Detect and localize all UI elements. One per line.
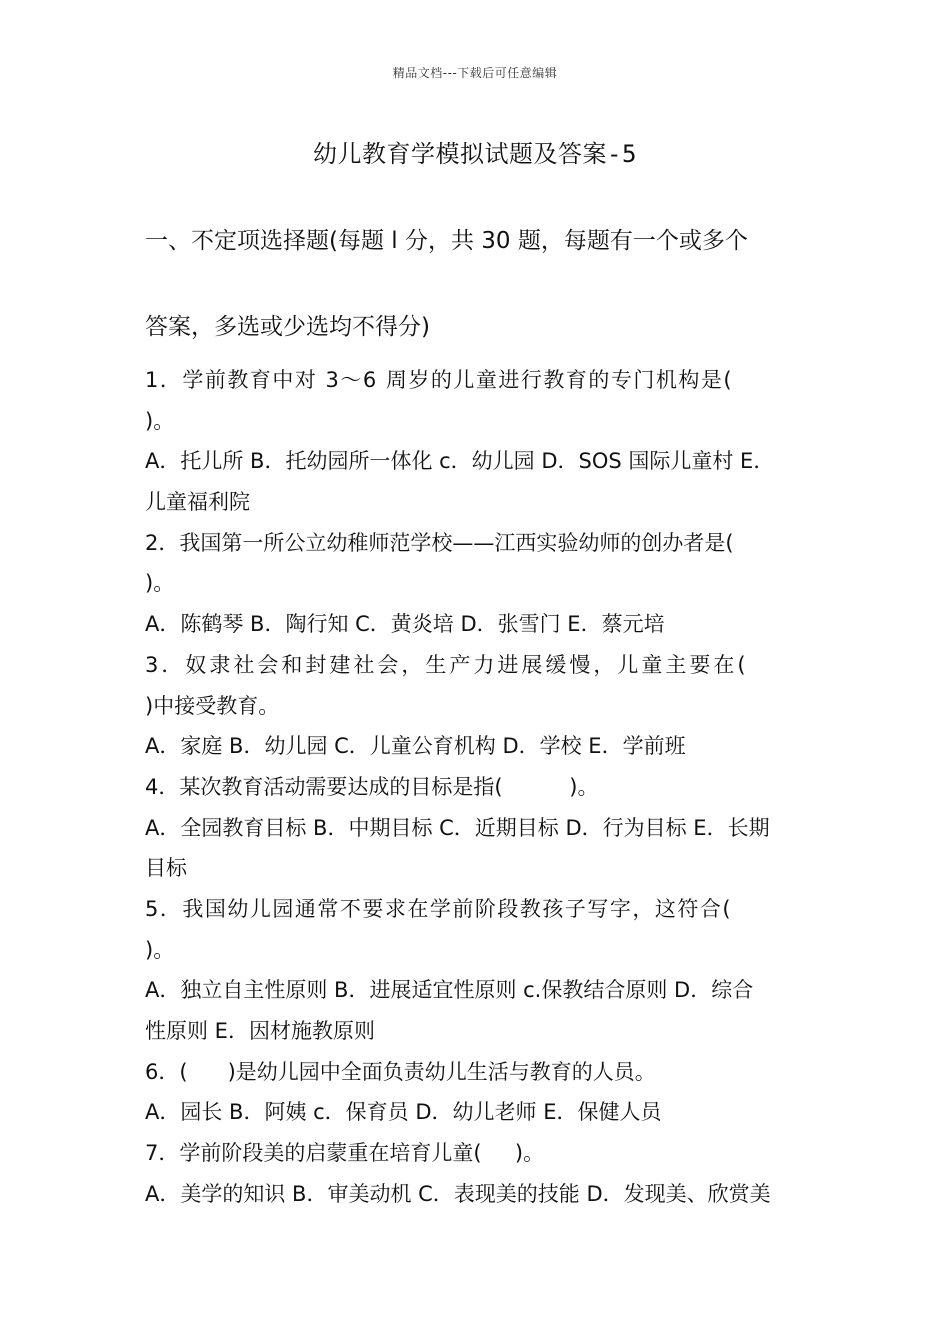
question-6-options: A．园长 B．阿姨 c．保育员 D．幼儿老师 E．保健人员 bbox=[145, 1100, 662, 1125]
document-title: 幼儿教育学模拟试题及答案-5 bbox=[313, 140, 637, 168]
section-heading-line-1: 一、不定项选择题(每题 l 分，共 30 题，每题有一个或多个 bbox=[145, 228, 748, 254]
question-4-options-cont: 目标 bbox=[145, 856, 187, 881]
section-heading bbox=[145, 198, 815, 370]
question-2-stem: 2．我国第一所公立幼稚师范学校——江西实验幼师的创办者是( bbox=[145, 530, 734, 555]
question-6-stem: 6．( )是幼儿园中全面负责幼儿生活与教育的人员。 bbox=[145, 1059, 656, 1084]
question-5-stem: 5．我国幼儿园通常不要求在学前阶段教孩子写字，这符合( bbox=[145, 896, 733, 921]
question-3-stem-end: )中接受教育。 bbox=[145, 693, 280, 718]
question-2-stem-end: )。 bbox=[145, 571, 175, 596]
question-1-options: A．托儿所 B．托幼园所一体化 c．幼儿园 D．SOS 国际儿童村 E． bbox=[145, 449, 775, 474]
question-2-options: A．陈鹤琴 B．陶行知 C．黄炎培 D．张雪门 E．蔡元培 bbox=[145, 612, 665, 637]
page-header: 精品文档---下载后可任意编辑 bbox=[392, 66, 558, 80]
question-5-stem-end: )。 bbox=[145, 937, 175, 962]
question-list bbox=[145, 360, 810, 1214]
question-3-options: A．家庭 B．幼儿园 C．儿童公育机构 D．学校 E．学前班 bbox=[145, 734, 686, 759]
question-5-options-cont: 性原则 E．因材施教原则 bbox=[145, 1019, 375, 1043]
question-7-stem: 7．学前阶段美的启蒙重在培育儿童( )。 bbox=[145, 1141, 545, 1166]
question-1-stem: 1．学前教育中对 3～6 周岁的儿童进行教育的专门机构是( bbox=[145, 368, 734, 392]
question-5-options: A．独立自主性原则 B．进展适宜性原则 c.保教结合原则 D．综合 bbox=[145, 978, 754, 1003]
question-7-options: A．美学的知识 B．审美动机 C．表现美的技能 D．发现美、欣赏美 bbox=[145, 1181, 771, 1206]
question-1-options-cont: 儿童福利院 bbox=[145, 490, 250, 515]
question-1-stem-end: )。 bbox=[145, 408, 175, 433]
section-heading-line-2: 答案，多选或少选均不得分) bbox=[145, 314, 430, 340]
question-3-stem: 3．奴隶社会和封建社会，生产力进展缓慢，儿童主要在( bbox=[145, 652, 749, 677]
question-4-stem: 4．某次教育活动需要达成的目标是指( )。 bbox=[145, 774, 599, 799]
question-4-options: A．全园教育目标 B．中期目标 C．近期目标 D．行为目标 E．长期 bbox=[145, 815, 770, 840]
